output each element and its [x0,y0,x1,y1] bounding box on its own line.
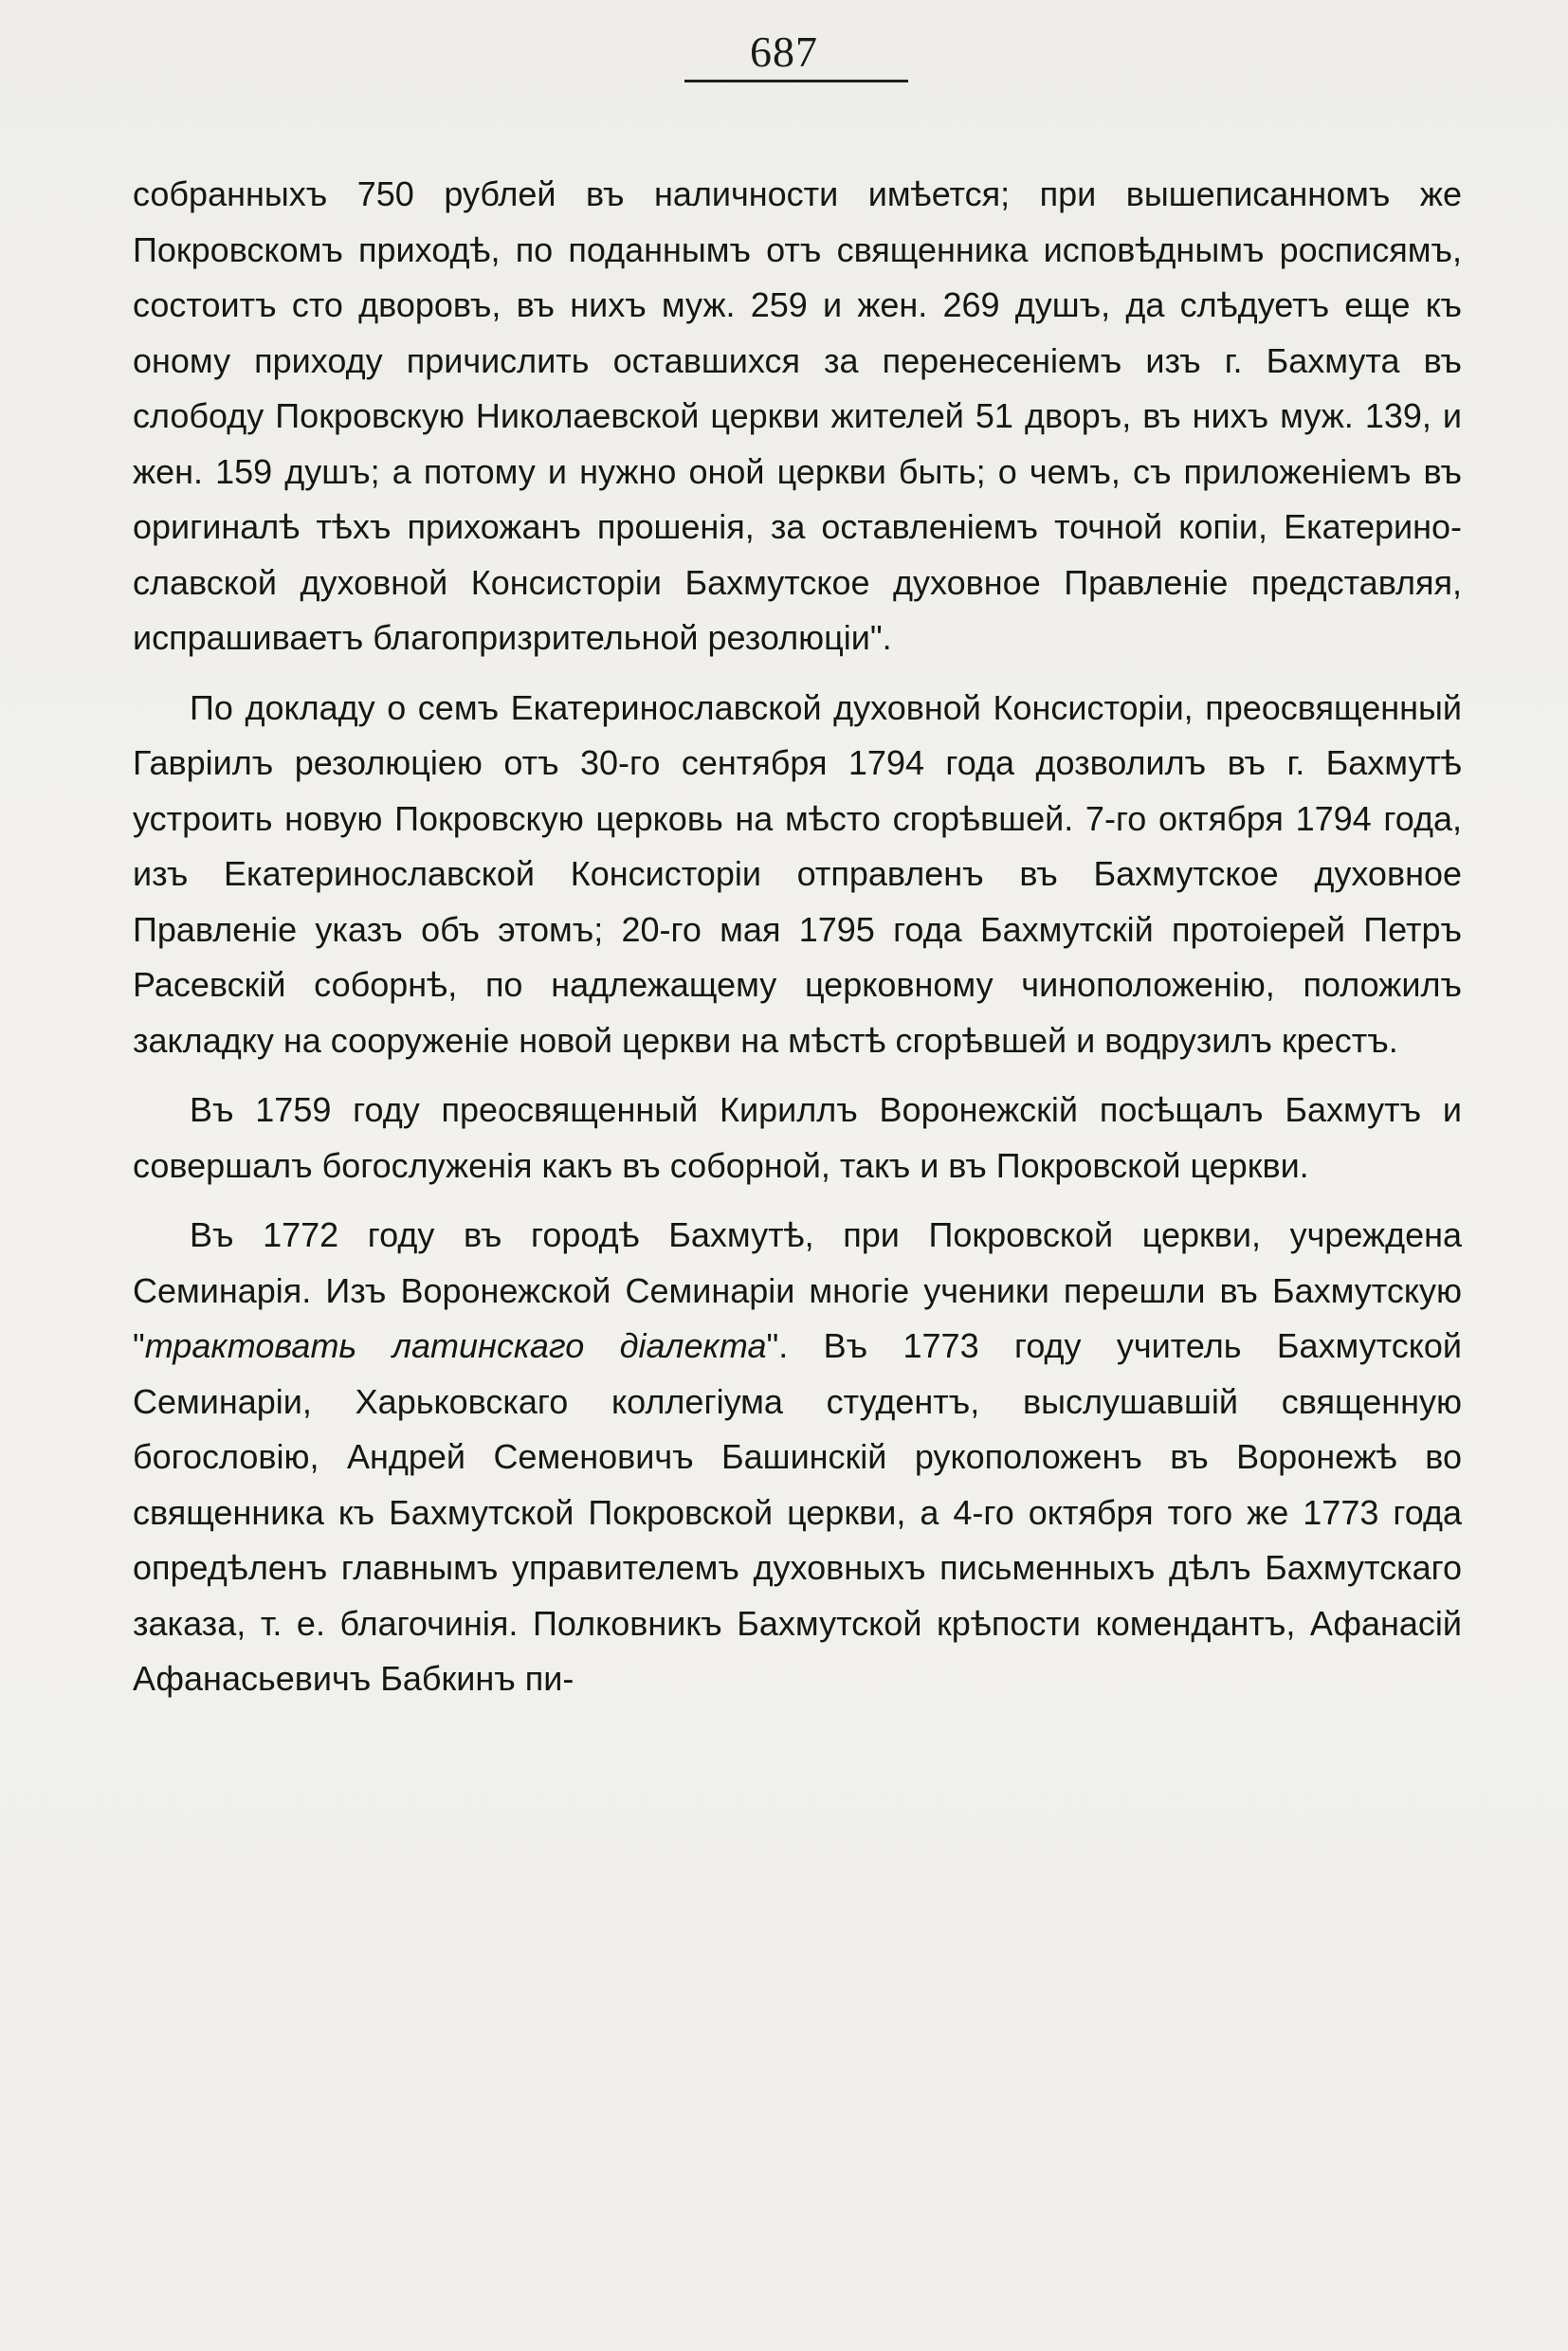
paragraph: По докладу о семъ Екатеринославской духовной Консисторіи, преосвященный Гавріилъ резолюціею отъ 30-го сентября 1794 года дозволилъ въ г. Бахмутѣ устроить новую Покровскую церковь на мѣсто сгорѣвшей. 7-го октября 1794 года, изъ Екатеринославской Консисторіи отправленъ въ Бахмутское духовное Правленіе указъ объ этомъ; 20-го мая 1795 года Бахмутскій протоіерей Петръ Расевскій соборнѣ, по надлежащему церковному чиноположенію, положилъ закладку на сооруженіе новой церкви на мѣстѣ сгорѣвшей и водрузилъ крестъ. [133,687,1462,1060]
body-text [133,167,1462,1707]
paragraph-text-end: ". Въ 1773 году учитель Бахмутской Семинаріи, Харьковскаго коллегіума студентъ, выслушавшій священную богословію, Андрей Семеновичъ Башинскій рукоположенъ въ Воронежѣ во священника къ Бахмутской Покровской церкви, а 4-го октября того же 1773 года опредѣленъ главнымъ управителемъ духовныхъ письменныхъ дѣлъ Бахмутскаго заказа, т. е. благочинія. Полковникъ Бахмутской крѣпости комендантъ, Афанасій Афанасьевичъ Бабкинъ пи- [133,1326,1462,1698]
paragraph: собранныхъ 750 рублей въ наличности имѣется; при вышеписанномъ же Покровскомъ приходѣ, по поданнымъ отъ священника исповѣднымъ росписямъ, состоитъ сто дворовъ, въ нихъ муж. 259 и жен. 269 душъ, да слѣдуетъ еще къ оному приходу причислить оставшихся за перенесеніемъ изъ г. Бахмута въ слободу Покровскую Николаевской церкви жителей 51 дворъ, въ нихъ муж. 139, и жен. 159 душъ; а потому и нужно оной церкви быть; о чемъ, съ приложеніемъ въ оригиналѣ тѣхъ прихожанъ прошенія, за оставленіемъ точной копіи, Екатеринославской духовной Консисторіи Бахмутское духовное Правленіе представляя, испрашиваетъ благопризрительной резолюціи". [133,174,1462,657]
paragraph: Въ 1759 году преосвященный Кириллъ Воронежскій посѣщалъ Бахмутъ и совершалъ богослуженія какъ въ соборной, такъ и въ Покровской церкви. [133,1090,1462,1185]
page-number-rule [684,80,908,82]
page-number: 687 [750,27,818,76]
paragraph [133,1208,1462,1707]
paragraph-text-start: Въ 1772 году въ городѣ Бахмутѣ, при Покровской церкви, учреждена Семинарія. Изъ Воронежской Семинаріи многіе ученики перешли въ Бахмутскую " [133,1215,1462,1365]
italic-phrase: трактовать латинскаго діалекта [144,1326,767,1365]
